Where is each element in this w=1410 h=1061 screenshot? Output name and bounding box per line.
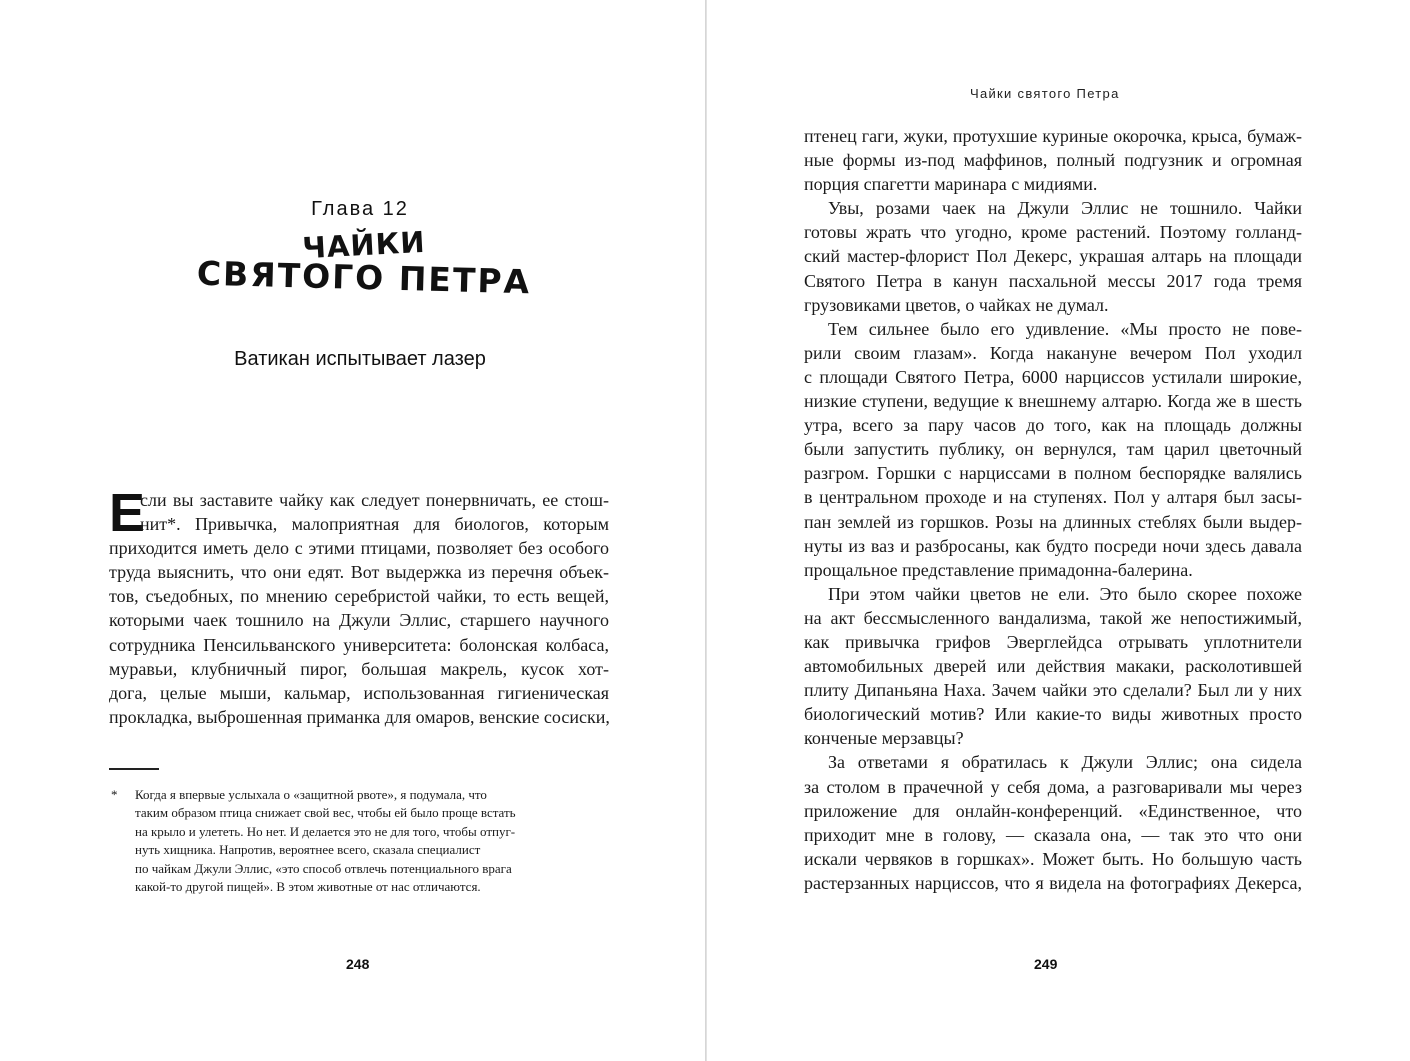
body-line: порция спагетти маринара с мидиями. xyxy=(804,174,1098,195)
body-line: приходится иметь дело с этими птицами, позволяет без особого xyxy=(109,538,609,559)
page-number-right: 249 xyxy=(1034,956,1058,972)
chapter-subtitle: Ватикан испытывает лазер xyxy=(234,348,486,370)
body-line: биологический мотив? Или какие-то виды животных просто xyxy=(804,704,1302,725)
body-line: приложение для онлайн-конференций. «Единственное, что xyxy=(804,800,1302,821)
body-line: дога, целые мыши, кальмар, использованная гигиеническая xyxy=(109,682,609,703)
body-line: Увы, розами чаек на Джули Эллис не тошнило. Чайки xyxy=(828,198,1302,219)
footnote xyxy=(135,786,591,896)
footnote-mark: * xyxy=(111,787,118,802)
page-number-left: 248 xyxy=(346,956,370,972)
body-line: разгром. Горшки с нарциссами в полном беспорядке валялись xyxy=(804,463,1302,484)
body-line: тов, съедобных, по мнению серебристой чайки, то есть вещей, xyxy=(109,586,609,607)
drop-cap: Е xyxy=(109,483,146,543)
body-line: искали червяков в горшках». Может быть. Но большую часть xyxy=(804,848,1302,869)
body-line: сотрудника Пенсильванского университета: болонская колбаса, xyxy=(109,634,609,655)
footnote-line: таким образом птица снижает свой вес, чтобы ей было проще встать xyxy=(135,805,516,821)
body-line: утра, всего за пару часов до того, как на площадь должны xyxy=(804,415,1302,436)
body-line: сли вы заставите чайку как следует понервничать, ее стош- xyxy=(140,490,609,510)
body-line: труда выяснить, что они едят. Вот выдержка из перечня объек- xyxy=(109,562,609,583)
body-line: муравьи, клубничный пирог, большая макрель, кусок хот- xyxy=(109,658,609,679)
body-line: прокладка, выброшенная приманка для омаров, венские сосиски, xyxy=(109,706,610,727)
body-line: автомобильных дверей или действия макаки, расколотившей xyxy=(804,656,1302,677)
body-line: как привычка грифов Эверглейдса отрывать уплотнители xyxy=(804,631,1302,652)
footnote-line: какой-то другой пищей». В этом животные от нас отличаются. xyxy=(135,878,481,894)
body-line: плиту Дипаньяна Наха. Зачем чайки это сделали? Был ли у них xyxy=(804,680,1302,701)
body-line: нит*. Привычка, малоприятная для биологов, которым xyxy=(140,514,609,535)
body-line: растерзанных нарциссов, что я видела на фотографиях Декерса, xyxy=(804,872,1302,893)
footnote-rule xyxy=(109,768,159,770)
chapter-title-line-2: СВЯТОГО ПЕТРА xyxy=(196,253,532,302)
chapter-title-line-1: ЧАЙКИ xyxy=(301,224,427,266)
body-line: Святого Петра в канун пасхальной мессы 2017 года тремя xyxy=(804,270,1302,291)
footnote-line: по чайкам Джули Эллис, «это способ отвлечь потенциального врага xyxy=(135,860,512,876)
chapter-label: Глава 12 xyxy=(311,198,409,220)
body-line: За ответами я обратилась к Джули Эллис; она сидела xyxy=(828,752,1302,773)
body-line: ский мастер-флорист Пол Декерс, украшая алтарь на площади xyxy=(804,246,1302,267)
body-line: ные формы из-под маффинов, полный подгузник и огромная xyxy=(804,150,1302,171)
footnote-line: на крыло и улететь. Но нет. И делается это не для того, чтобы отпуг- xyxy=(135,823,516,839)
body-line: низкие ступени, ведущие к внешнему алтарю. Когда же в шесть xyxy=(804,391,1302,412)
body-line: были запустить публику, он вернулся, там царил цветочный xyxy=(804,439,1302,460)
body-line: в центральном проходе и на ступенях. Пол у алтаря был засы- xyxy=(804,487,1302,508)
body-line: на акт бессмысленного вандализма, такой же непостижимый, xyxy=(804,607,1302,628)
body-line: нуты из ваз и разбросаны, как будто посреди ночи здесь давала xyxy=(804,535,1302,556)
body-line: прощальное представление примадонна-балерина. xyxy=(804,559,1193,580)
body-line: Тем сильнее было его удивление. «Мы просто не пове- xyxy=(828,318,1302,339)
body-line: за столом в прачечной у себя дома, а разговаривали мы через xyxy=(804,776,1302,797)
body-line: пан землей из горшков. Розы на длинных стеблях были выдер- xyxy=(804,511,1302,532)
body-line: приходит мне в голову, — сказала она, — так это что они xyxy=(804,824,1302,845)
running-head: Чайки святого Петра xyxy=(970,86,1120,101)
body-line: с площади Святого Петра, 6000 нарциссов устилали широкие, xyxy=(804,366,1302,387)
body-line: При этом чайки цветов не ели. Это было скорее похоже xyxy=(828,583,1302,604)
body-line: которыми чаек тошнило на Джули Эллис, старшего научного xyxy=(109,610,609,631)
body-line: конченые мерзавцы? xyxy=(804,728,964,749)
right-body-text xyxy=(804,124,1302,895)
body-line: грузовиками цветов, о чайках не думал. xyxy=(804,294,1109,315)
footnote-line: нуть хищника. Напротив, вероятнее всего, сказала специалист xyxy=(135,842,481,858)
body-line: готовы жрать что угодно, кроме растений. Поэтому голланд- xyxy=(804,222,1302,243)
body-line: птенец гаги, жуки, протухшие куриные окорочка, крыса, бумаж- xyxy=(804,126,1302,146)
left-body-text xyxy=(109,483,610,729)
footnote-line: Когда я впервые услыхала о «защитной рвоте», я подумала, что xyxy=(135,787,487,802)
body-line: рили своим глазам». Когда накануне вечером Пол уходил xyxy=(804,342,1302,363)
